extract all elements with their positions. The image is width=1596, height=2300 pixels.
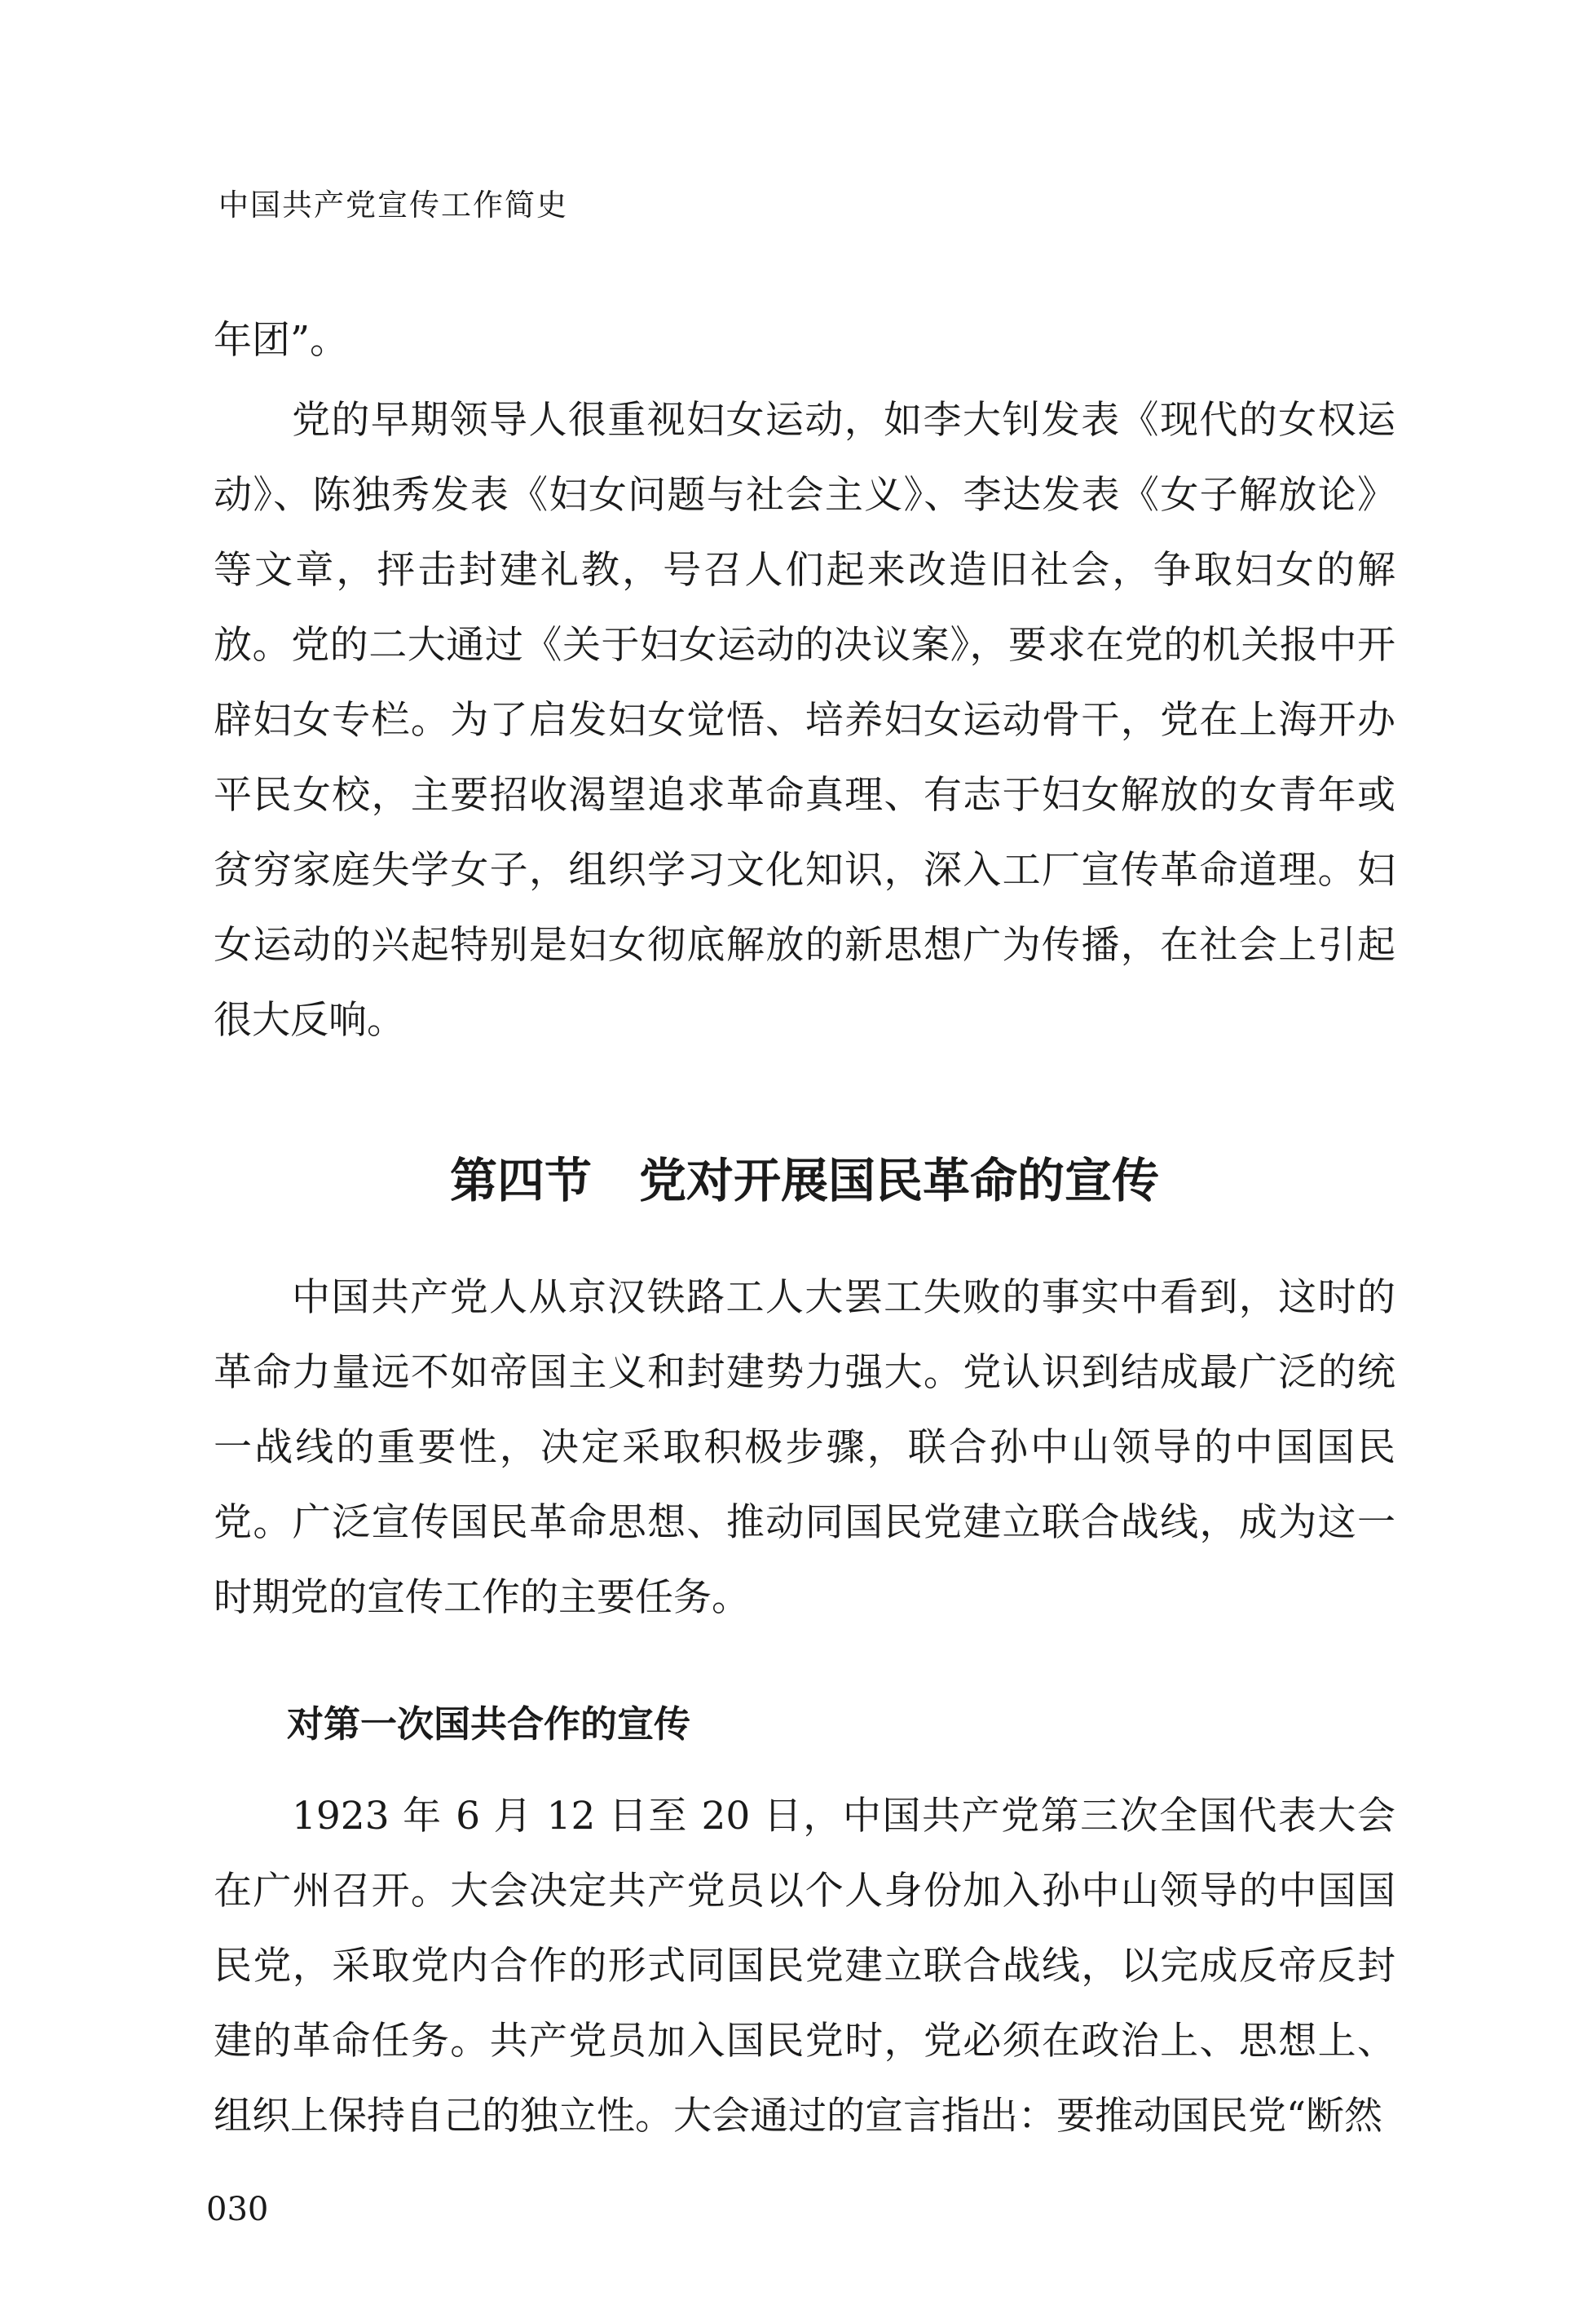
paragraph-third-congress: 1923 年 6 月 12 日至 20 日，中国共产党第三次全国代表大会在广州召开。大会决定共产党员以个人身份加入孙中山领导的中国国民党，采取党内合作的形式同国民党建立联合战线，以完成反帝反封建的革命任务。共产党员加入国民党时，党必须在政治上、思想上、组织上保持自己的独立性。大会通过的宣言指出：要推动国民党“断然 bbox=[214, 1794, 1395, 2139]
running-head: 中国共产党宣传工作简史 bbox=[218, 188, 568, 223]
section-title: 第四节 党对开展国民革命的宣传 bbox=[449, 1153, 1159, 1208]
paragraph-women-movement: 党的早期领导人很重视妇女运动，如李大钊发表《现代的女权运动》、陈独秀发表《妇女问题与社会主义》、李达发表《女子解放论》等文章，抨击封建礼教，号召人们起来改造旧社会，争取妇女的解放。党的二大通过《关于妇女运动的决议案》，要求在党的机关报中开辟妇女专栏。为了启发妇女觉悟、培养妇女运动骨干，党在上海开办平民女校，主要招收渴望追求革命真理、有志于妇女解放的女青年或贫穷家庭失学女子，组织学习文化知识，深入工厂宣传革命道理。妇女运动的兴起特别是妇女彻底解放的新思想广为传播，在社会上引起很大反响。 bbox=[214, 398, 1395, 1043]
paragraph-national-revolution: 中国共产党人从京汉铁路工人大罢工失败的事实中看到，这时的革命力量远不如帝国主义和封建势力强大。党认识到结成最广泛的统一战线的重要性，决定采取积极步骤，联合孙中山领导的中国国民党。广泛宣传国民革命思想、推动同国民党建立联合战线，成为这一时期党的宣传工作的主要任务。 bbox=[214, 1275, 1395, 1620]
subheading: 对第一次国共合作的宣传 bbox=[287, 1702, 691, 1746]
page-number: 030 bbox=[206, 2191, 269, 2228]
paragraph-continuation: 年团”。 bbox=[214, 318, 349, 363]
